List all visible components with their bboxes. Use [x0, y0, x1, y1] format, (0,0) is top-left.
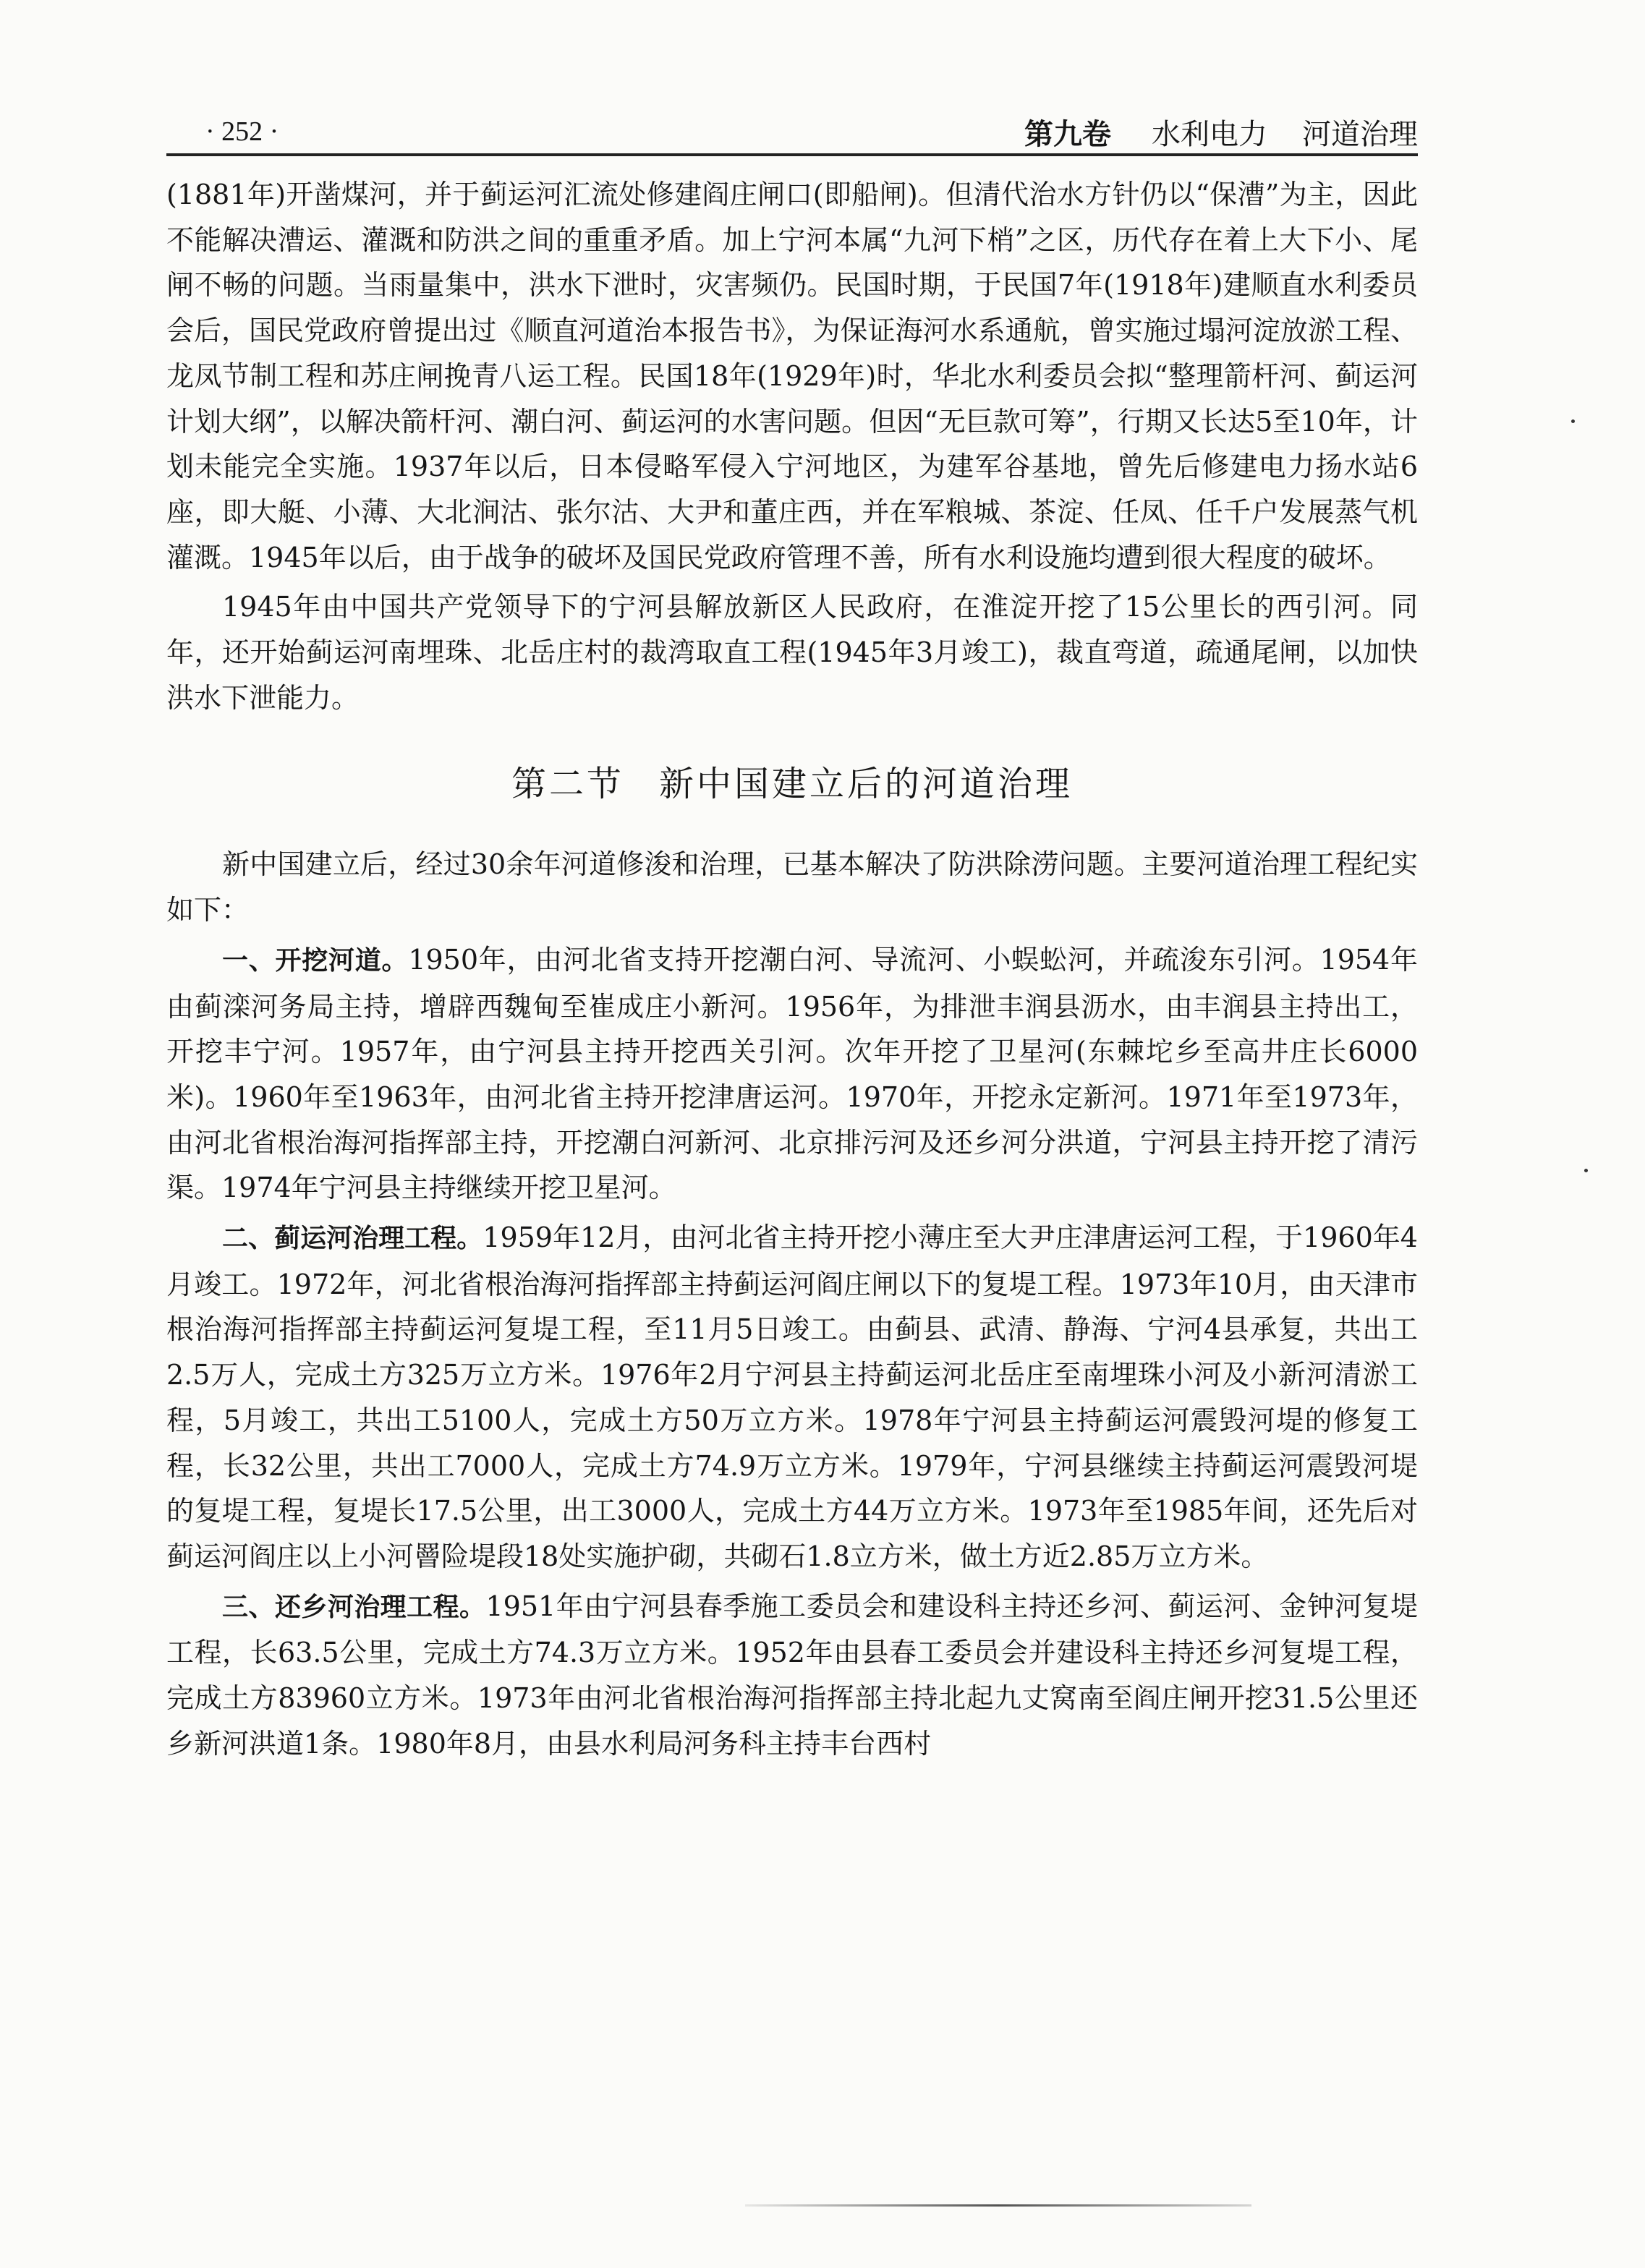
scan-speck — [1584, 1169, 1588, 1172]
page-body — [166, 172, 1418, 1767]
item-text: 1950年，由河北省支持开挖潮白河、导流河、小蜈蚣河，并疏浚东引河。1954年由蓟滦河务局主持，增辟西魏甸至崔成庄小新河。1956年，为排泄丰润县沥水，由丰润县主持出工，开挖丰宁河。1957年，由宁河县主持开挖西关引河。次年开挖了卫星河(东棘坨乡至高井庄长6000米)。1960年至1963年，由河北省主持开挖津唐运河。1970年，开挖永定新河。1971年至1973年，由河北省根治海河指挥部主持，开挖潮白河新河、北京排污河及还乡河分洪道，宁河县主持开挖了清污渠。1974年宁河县主持继续开挖卫星河。 — [166, 943, 1418, 1204]
scan-artifact-line — [745, 2204, 1251, 2207]
section-label: 河道治理 — [1302, 118, 1418, 151]
scan-speck — [1571, 419, 1575, 423]
section-title: 新中国建立后的河道治理 — [659, 764, 1074, 805]
running-head — [1024, 111, 1418, 153]
item-text: 1951年由宁河县春季施工委员会和建设科主持还乡河、蓟运河、金钟河复堤工程，长63.5公里，完成土方74.3万立方米。1952年由县春工委员会并建设科主持还乡河复堤工程，完成土方83960立方米。1973年由河北省根治海河指挥部主持北起九丈窝南至阎庄闸开挖31.5公里还乡新河洪道1条。1980年8月，由县水利局河务科主持丰台西村 — [166, 1590, 1418, 1760]
paragraph: (1881年)开凿煤河，并于蓟运河汇流处修建阎庄闸口(即船闸)。但清代治水方针仍以“保漕”为主，因此不能解决漕运、灌溉和防洪之间的重重矛盾。加上宁河本属“九河下梢”之区，历代存在着上大下小、尾闸不畅的问题。当雨量集中，洪水下泄时，灾害频仍。民国时期，于民国7年(1918年)建顺直水利委员会后，国民党政府曾提出过《顺直河道治本报告书》，为保证海河水系通航，曾实施过塌河淀放淤工程、龙凤节制工程和苏庄闸挽青八运工程。民国18年(1929年)时，华北水利委员会拟“整理箭杆河、蓟运河计划大纲”，以解决箭杆河、潮白河、蓟运河的水害问题。但因“无巨款可筹”，行期又长达5至10年，计划未能完全实施。1937年以后，日本侵略军侵入宁河地区，为建军谷基地，曾先后修建电力扬水站6座，即大艇、小薄、大北涧沽、张尔沽、大尹和董庄西，并在军粮城、茶淀、任凤、任千户发展蒸气机灌溉。1945年以后，由于战争的破坏及国民党政府管理不善，所有水利设施均遭到很大程度的破坏。 — [166, 179, 1418, 574]
section-number: 第二节 — [511, 764, 624, 805]
item-heading: 二、蓟运河治理工程。 — [222, 1224, 483, 1254]
section-heading — [166, 762, 1418, 806]
paragraph: 1945年由中国共产党领导下的宁河县解放新区人民政府，在淮淀开挖了15公里长的西引河。同年，还开始蓟运河南埋珠、北岳庄村的裁湾取直工程(1945年3月竣工)，裁直弯道，疏通尾闸，以加快洪水下泄能力。 — [166, 591, 1418, 714]
item-heading: 一、开挖河道。 — [222, 945, 409, 976]
list-item — [166, 1584, 1418, 1767]
page-number: · 252 · — [205, 116, 279, 147]
item-text: 1959年12月，由河北省主持开挖小薄庄至大尹庄津唐运河工程，于1960年4月竣工。1972年，河北省根治海河指挥部主持蓟运河阎庄闸以下的复堤工程。1973年10月，由天津市根治海河指挥部主持蓟运河复堤工程，至11月5日竣工。由蓟县、武清、静海、宁河4县承复，共出工2.5万人，完成土方325万立方米。1976年2月宁河县主持蓟运河北岳庄至南埋珠小河及小新河清淤工程，5月竣工，共出工5100人，完成土方50万立方米。1978年宁河县主持蓟运河震毁河堤的修复工程，长32公里，共出工7000人，完成土方74.9万立方米。1979年，宁河县继续主持蓟运河震毁河堤的复堤工程，复堤长17.5公里，出工3000人，完成土方44万立方米。1973年至1985年间，还先后对蓟运河阎庄以上小河罾险堤段18处实施护砌，共砌石1.8立方米，做土方近2.85万立方米。 — [166, 1222, 1418, 1572]
page-header — [166, 108, 1418, 155]
paragraph: 新中国建立后，经过30余年河道修浚和治理，已基本解决了防洪除涝问题。主要河道治理工程纪实如下： — [166, 848, 1418, 926]
list-item — [166, 937, 1418, 1211]
item-heading: 三、还乡河治理工程。 — [222, 1592, 486, 1622]
header-rule — [166, 153, 1418, 156]
list-item — [166, 1215, 1418, 1580]
volume-label: 第九卷 — [1024, 118, 1111, 151]
subject-label: 水利电力 — [1152, 118, 1267, 151]
